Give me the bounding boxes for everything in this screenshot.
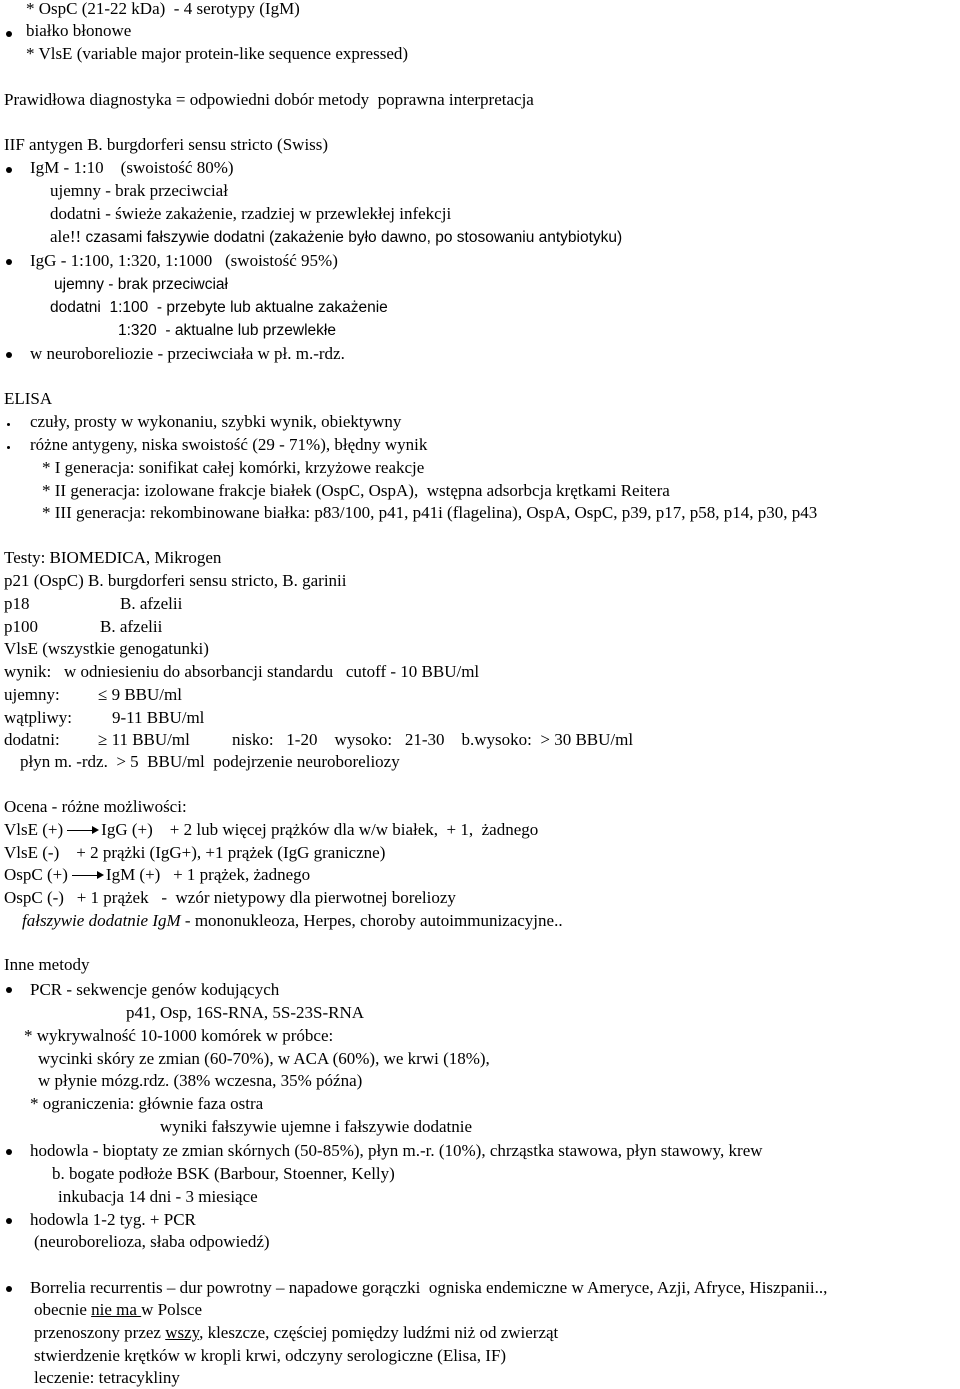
pcr-samples-1: wycinki skóry ze zmian (60-70%), w ACA (60%), we krwi (18%), bbox=[38, 1049, 490, 1068]
culture-pcr: hodowla 1-2 tyg. + PCR bbox=[30, 1210, 196, 1229]
iif-igg-negative: ujemny - brak przeciwciał bbox=[54, 276, 228, 293]
elisa-gen-3: * III generacja: rekombinowane białka: p83/100, p41, p41i (flagelina), OspA, OspC, p39, p17, p58, p14, p30, p43 bbox=[42, 503, 818, 522]
arrow-right-icon bbox=[63, 826, 101, 836]
tests-vlse: VlsE (wszystkie genogatunki) bbox=[4, 639, 209, 658]
elisa-gen-2: * II generacja: izolowane frakcje białek (OspC, OspA), wstępna adsorbcja krętkami Reitera bbox=[42, 481, 670, 500]
bullet-icon bbox=[6, 987, 12, 993]
tests-p18-label: p18 bbox=[4, 594, 30, 613]
iif-igg: IgG - 1:100, 1:320, 1:1000 (swoistość 95%) bbox=[30, 251, 338, 270]
false-positive-causes: - mononukleoza, Herpes, choroby autoimmunizacyjne.. bbox=[180, 911, 563, 930]
recurrentis-transmission-a: przenoszony przez bbox=[34, 1323, 166, 1342]
arrow-right-icon bbox=[68, 871, 106, 881]
elisa-gen-1: * I generacja: sonifikat całej komórki, krzyżowe reakcje bbox=[42, 458, 425, 477]
bullet-icon bbox=[6, 1286, 12, 1292]
recurrentis-poland-b: nie ma bbox=[91, 1300, 142, 1319]
tests-csf: płyn m. -rdz. > 5 BBU/ml podejrzenie neuroboreliozy bbox=[20, 752, 400, 771]
iif-igm-note bbox=[50, 227, 622, 248]
tests-p100-value: B. afzelii bbox=[100, 617, 163, 636]
tests-p18-value: B. afzelii bbox=[120, 594, 183, 613]
tests-doubtful-label: wątpliwy: bbox=[4, 708, 72, 727]
diagnostics-line: Prawidłowa diagnostyka = odpowiedni dobór metody poprawna interpretacja bbox=[4, 90, 534, 109]
other-methods-title: Inne metody bbox=[4, 955, 90, 974]
recurrentis-treatment: leczenie: tetracykliny bbox=[34, 1368, 180, 1387]
assessment-row-1-a: VlsE (+) bbox=[4, 820, 64, 839]
bullet-icon bbox=[7, 423, 10, 426]
bullet-icon bbox=[6, 167, 12, 173]
tests-positive-value: ≥ 11 BBU/ml bbox=[98, 730, 190, 749]
tests-negative-value: ≤ 9 BBU/ml bbox=[98, 685, 182, 704]
elisa-bullet-2: różne antygeny, niska swoistość (29 - 71%), błędny wynik bbox=[30, 435, 428, 454]
tests-p100-label: p100 bbox=[4, 617, 38, 636]
tests-doubtful-value: 9-11 BBU/ml bbox=[112, 708, 205, 727]
iif-igg-positive-1: dodatni 1:100 - przebyte lub aktualne zakażenie bbox=[50, 299, 388, 316]
pcr-samples-2: w płynie mózg.rdz. (38% wczesna, 35% późna) bbox=[38, 1071, 363, 1090]
assessment-row-3 bbox=[4, 865, 310, 885]
bullet-icon bbox=[6, 1218, 12, 1224]
tests-negative-label: ujemny: bbox=[4, 685, 60, 704]
assessment-row-3-b: IgM (+) + 1 prążek, żadnego bbox=[105, 865, 311, 884]
culture-line: hodowla - bioptaty ze zmian skórnych (50-85%), płyn m.-r. (10%), chrząstka stawowa, płyn stawowy, krew bbox=[30, 1141, 763, 1160]
bullet-icon bbox=[6, 352, 12, 358]
iif-igm: IgM - 1:10 (swoistość 80%) bbox=[30, 158, 234, 177]
recurrentis-line: Borrelia recurrentis – dur powrotny – napadowe gorączki ogniska endemiczne w Ameryce, Azji, Afryce, Hiszpanii.., bbox=[30, 1278, 828, 1297]
pcr-targets: p41, Osp, 16S-RNA, 5S-23S-RNA bbox=[126, 1003, 365, 1022]
iif-igg-positive-2: 1:320 - aktualne lub przewlekłe bbox=[118, 322, 336, 339]
assessment-title: Ocena - różne możliwości: bbox=[4, 797, 187, 816]
recurrentis-diagnosis: stwierdzenie krętków w kropli krwi, odczyny serologiczne (Elisa, IF) bbox=[34, 1346, 507, 1365]
recurrentis-poland-c: w Polsce bbox=[141, 1300, 203, 1319]
iif-title: IIF antygen B. burgdorferi sensu stricto (Swiss) bbox=[4, 135, 329, 154]
false-positive-igm: fałszywie dodatnie IgM bbox=[22, 911, 181, 930]
culture-medium: b. bogate podłoże BSK (Barbour, Stoenner, Kelly) bbox=[52, 1164, 395, 1183]
bullet-icon bbox=[7, 446, 10, 449]
iif-neuro: w neuroboreliozie - przeciwciała w pł. m.-rdz. bbox=[30, 344, 345, 363]
vlse-line: * VlsE (variable major protein-like sequence expressed) bbox=[26, 44, 409, 63]
assessment-row-5 bbox=[22, 911, 563, 931]
iif-igm-note-text: czasami fałszywie dodatni (zakażenie było dawno, po stosowaniu antybiotyku) bbox=[81, 229, 623, 246]
assessment-row-3-a: OspC (+) bbox=[4, 865, 68, 884]
pcr-line: PCR - sekwencje genów kodujących bbox=[30, 980, 280, 999]
bullet-icon bbox=[6, 259, 12, 265]
bullet-icon bbox=[6, 31, 12, 37]
pcr-limits: * ograniczenia: głównie faza ostra bbox=[30, 1094, 264, 1113]
tests-positive-label: dodatni: bbox=[4, 730, 60, 749]
tests-p21: p21 (OspC) B. burgdorferi sensu stricto, B. garinii bbox=[4, 571, 347, 590]
assessment-row-2: VlsE (-) + 2 prążki (IgG+), +1 prążek (IgG graniczne) bbox=[4, 843, 386, 862]
bullet-icon bbox=[6, 1149, 12, 1155]
recurrentis-transmission-c: , kleszcze, częściej pomiędzy ludźmi niż od zwierząt bbox=[199, 1323, 559, 1342]
assessment-row-1 bbox=[4, 820, 538, 840]
pcr-sensitivity: * wykrywalność 10-1000 komórek w próbce: bbox=[24, 1026, 334, 1045]
recurrentis-poland-a: obecnie bbox=[34, 1300, 92, 1319]
tests-result: wynik: w odniesieniu do absorbancji standardu cutoff - 10 BBU/ml bbox=[4, 662, 480, 681]
tests-positive-levels: nisko: 1-20 wysoko: 21-30 b.wysoko: > 30 BBU/ml bbox=[232, 730, 634, 749]
culture-incubation: inkubacja 14 dni - 3 miesiące bbox=[58, 1187, 258, 1206]
elisa-bullet-1: czuły, prosty w wykonaniu, szybki wynik, obiektywny bbox=[30, 412, 402, 431]
recurrentis-poland bbox=[34, 1300, 202, 1320]
recurrentis-transmission-b: wszy bbox=[165, 1323, 200, 1342]
pcr-false-results: wyniki fałszywie ujemne i fałszywie dodatnie bbox=[160, 1117, 473, 1136]
tests-title: Testy: BIOMEDICA, Mikrogen bbox=[4, 548, 222, 567]
membrane-protein-line: białko błonowe bbox=[26, 21, 132, 40]
iif-igm-positive: dodatni - świeże zakażenie, rzadziej w przewlekłej infekcji bbox=[50, 204, 452, 223]
elisa-title: ELISA bbox=[4, 389, 53, 408]
assessment-row-4: OspC (-) + 1 prążek - wzór nietypowy dla pierwotnej boreliozy bbox=[4, 888, 456, 907]
iif-igm-note-prefix: ale!! bbox=[50, 227, 82, 246]
culture-pcr-note: (neuroborelioza, słaba odpowiedź) bbox=[34, 1232, 270, 1251]
assessment-row-1-b: IgG (+) + 2 lub więcej prążków dla w/w białek, + 1, żadnego bbox=[101, 820, 539, 839]
iif-igm-negative: ujemny - brak przeciwciał bbox=[50, 181, 228, 200]
recurrentis-transmission bbox=[34, 1323, 558, 1343]
ospc-line: * OspC (21-22 kDa) - 4 serotypy (IgM) bbox=[26, 0, 300, 18]
